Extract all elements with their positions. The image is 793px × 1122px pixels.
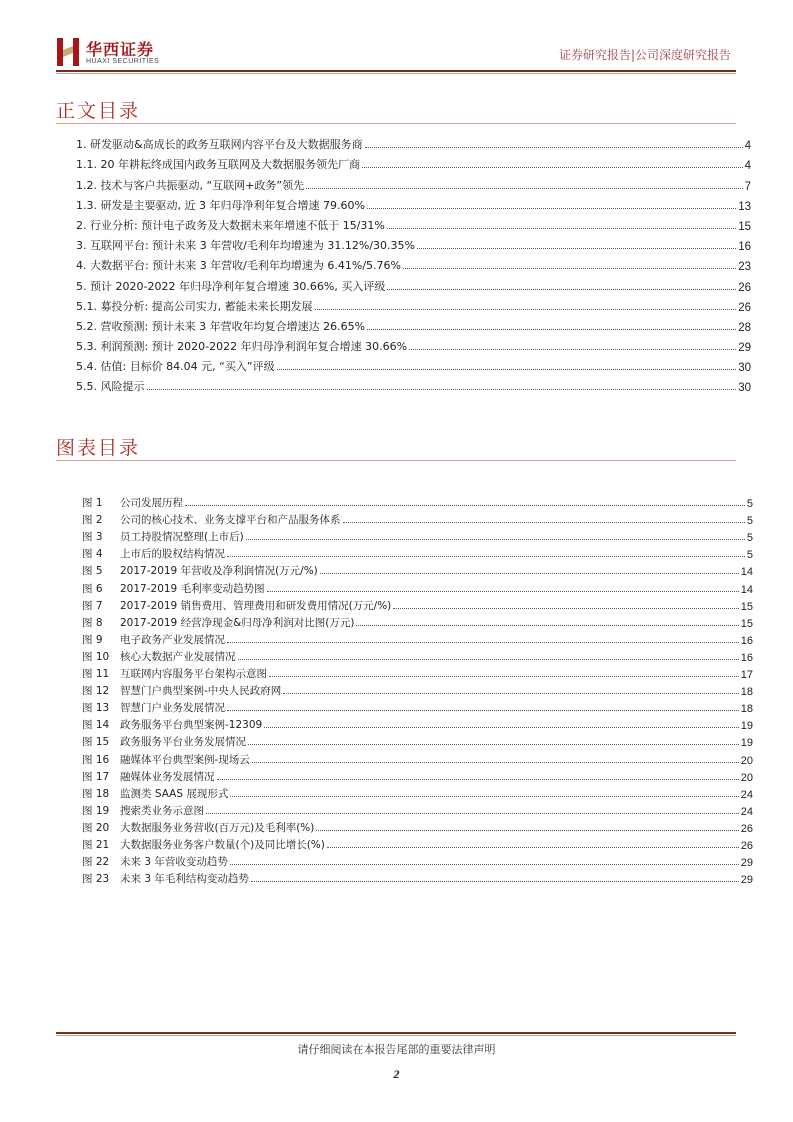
figure-title: 大数据服务业务营收(百万元)及毛利率(%) bbox=[120, 821, 315, 834]
page-header bbox=[0, 0, 793, 80]
figure-title: 2017-2019 经营净现金&归母净利润对比图(万元) bbox=[120, 616, 355, 629]
figure-page: 17 bbox=[740, 669, 753, 682]
toc-entry-page: 4 bbox=[744, 140, 751, 153]
figure-page: 16 bbox=[740, 634, 753, 647]
dot-leader bbox=[230, 796, 738, 797]
toc-entry-page: 29 bbox=[738, 342, 751, 355]
toc-entry-title: 1.1. 20 年耕耘终成国内政务互联网及大数据服务领先厂商 bbox=[76, 158, 360, 172]
figures-heading-rule bbox=[56, 460, 736, 461]
toc-entry[interactable] bbox=[76, 314, 751, 334]
toc-entry-title: 5.3. 利润预测: 预计 2020-2022 年归母净利润年复合增速 30.66% bbox=[76, 340, 408, 354]
toc-entry[interactable] bbox=[76, 152, 751, 172]
toc-entry-title: 5.4. 估值: 目标价 84.04 元, “买入”评级 bbox=[76, 360, 275, 374]
dot-leader bbox=[362, 167, 743, 168]
toc-entry-title: 1. 研发驱动&高成长的政务互联网内容平台及大数据服务商 bbox=[76, 138, 363, 152]
dot-leader bbox=[393, 608, 738, 609]
figure-title: 智慧门户业务发展情况 bbox=[120, 702, 225, 715]
figure-page: 29 bbox=[740, 857, 753, 870]
figure-label: 图 21 bbox=[82, 838, 110, 851]
figure-title: 核心大数据产业发展情况 bbox=[120, 650, 236, 663]
dot-leader bbox=[365, 147, 743, 148]
dot-leader bbox=[327, 847, 739, 848]
toc-entry-page: 26 bbox=[738, 281, 751, 294]
figure-entry[interactable] bbox=[82, 784, 753, 801]
figure-entry[interactable] bbox=[82, 510, 753, 527]
figure-entry[interactable] bbox=[82, 801, 753, 818]
figure-title: 2017-2019 销售费用、管理费用和研发费用情况(万元/%) bbox=[120, 599, 392, 612]
toc-entry-page: 26 bbox=[738, 301, 751, 314]
figure-entry[interactable] bbox=[82, 664, 753, 681]
dot-leader bbox=[387, 228, 736, 229]
company-logo bbox=[56, 36, 186, 72]
dot-leader bbox=[343, 522, 745, 523]
dot-leader bbox=[248, 744, 739, 745]
figure-title: 政务服务平台业务发展情况 bbox=[120, 736, 246, 749]
dot-leader bbox=[283, 693, 738, 694]
figure-label: 图 19 bbox=[82, 804, 110, 817]
figure-page: 5 bbox=[746, 498, 753, 511]
footer-divider-accent bbox=[56, 1035, 736, 1036]
toc-entry[interactable] bbox=[76, 294, 751, 314]
figure-label: 图 16 bbox=[82, 753, 110, 766]
figure-label: 图 6 bbox=[82, 582, 103, 595]
figure-title: 上市后的股权结构情况 bbox=[120, 548, 225, 561]
toc-entry-page: 13 bbox=[738, 200, 751, 213]
toc-entry-page: 7 bbox=[744, 180, 751, 193]
dot-leader bbox=[227, 642, 739, 643]
figure-label: 图 7 bbox=[82, 599, 103, 612]
figure-page: 16 bbox=[740, 651, 753, 664]
dot-leader bbox=[246, 539, 745, 540]
logo-english-name: HUAXI SECURITIES bbox=[86, 58, 160, 65]
dot-leader bbox=[267, 591, 739, 592]
figure-label: 图 12 bbox=[82, 685, 110, 698]
figure-title: 未来 3 年毛利结构变动趋势 bbox=[120, 873, 249, 886]
header-divider bbox=[56, 70, 736, 72]
figure-page: 5 bbox=[746, 549, 753, 562]
dot-leader bbox=[227, 556, 745, 557]
toc-entry[interactable] bbox=[76, 132, 751, 152]
figure-entry[interactable] bbox=[82, 493, 753, 510]
figure-label: 图 4 bbox=[82, 548, 103, 561]
footer-divider bbox=[56, 1032, 736, 1034]
figure-title: 大数据服务业务客户数量(个)及同比增长(%) bbox=[120, 838, 325, 851]
figure-page: 18 bbox=[740, 703, 753, 716]
report-type: 证券研究报告|公司深度研究报告 bbox=[558, 48, 731, 62]
figure-label: 图 23 bbox=[82, 873, 110, 886]
figure-label: 图 13 bbox=[82, 702, 110, 715]
dot-leader bbox=[367, 208, 736, 209]
figure-entry[interactable] bbox=[82, 732, 753, 749]
figure-page: 5 bbox=[746, 532, 753, 545]
figure-entry[interactable] bbox=[82, 527, 753, 544]
dot-leader bbox=[306, 188, 743, 189]
toc-entry-title: 5.5. 风险提示 bbox=[76, 380, 145, 394]
figure-entry[interactable] bbox=[82, 561, 753, 578]
dot-leader bbox=[252, 762, 739, 763]
figure-entry[interactable] bbox=[82, 596, 753, 613]
toc-entry[interactable] bbox=[76, 172, 751, 192]
figure-label: 图 20 bbox=[82, 821, 110, 834]
dot-leader bbox=[217, 779, 739, 780]
figure-entry[interactable] bbox=[82, 681, 753, 698]
figure-page: 19 bbox=[740, 720, 753, 733]
toc-entry-page: 15 bbox=[738, 220, 751, 233]
figure-entry[interactable] bbox=[82, 835, 753, 852]
figure-page: 20 bbox=[740, 771, 753, 784]
huaxi-logo-icon bbox=[56, 36, 80, 68]
dot-leader bbox=[417, 248, 736, 249]
header-divider-accent bbox=[56, 73, 736, 74]
toc-entry[interactable] bbox=[76, 354, 751, 374]
dot-leader bbox=[147, 389, 737, 390]
figure-page: 24 bbox=[740, 788, 753, 801]
dot-leader bbox=[320, 573, 739, 574]
figure-label: 图 22 bbox=[82, 856, 110, 869]
figure-page: 15 bbox=[740, 617, 753, 630]
toc-entry-title: 2. 行业分析: 预计电子政务及大数据未来年增速不低于 15/31% bbox=[76, 218, 385, 232]
figure-label: 图 15 bbox=[82, 736, 110, 749]
figure-page: 5 bbox=[746, 515, 753, 528]
figure-title: 2017-2019 年营收及净利润情况(万元/%) bbox=[120, 565, 318, 578]
figure-page: 24 bbox=[740, 805, 753, 818]
figure-label: 图 3 bbox=[82, 531, 103, 544]
toc-entry-title: 5. 预计 2020-2022 年归母净利年复合增速 30.66%, 买入评级 bbox=[76, 279, 386, 293]
toc-entry-title: 3. 互联网平台: 预计未来 3 年营收/毛利年均增速为 31.12%/30.35% bbox=[76, 239, 415, 253]
figure-entry[interactable] bbox=[82, 852, 753, 869]
dot-leader bbox=[238, 659, 739, 660]
figures-list bbox=[82, 493, 753, 886]
figure-title: 公司发展历程 bbox=[120, 497, 183, 510]
toc-entry-page: 23 bbox=[738, 261, 751, 274]
figure-page: 20 bbox=[740, 754, 753, 767]
dot-leader bbox=[387, 289, 736, 290]
figure-title: 2017-2019 毛利率变动趋势图 bbox=[120, 582, 265, 595]
figure-page: 19 bbox=[740, 737, 753, 750]
figure-entry[interactable] bbox=[82, 749, 753, 766]
toc-entry-title: 1.3. 研发是主要驱动, 近 3 年归母净利年复合增速 79.60% bbox=[76, 198, 365, 212]
figure-title: 融媒体平台典型案例-现场云 bbox=[120, 753, 250, 766]
figure-title: 监测类 SAAS 展现形式 bbox=[120, 787, 229, 800]
figure-label: 图 8 bbox=[82, 616, 103, 629]
toc-entry[interactable] bbox=[76, 213, 751, 233]
dot-leader bbox=[367, 329, 736, 330]
dot-leader bbox=[315, 309, 737, 310]
figure-page: 15 bbox=[740, 600, 753, 613]
dot-leader bbox=[206, 813, 739, 814]
figure-page: 14 bbox=[740, 583, 753, 596]
figure-label: 图 14 bbox=[82, 719, 110, 732]
toc-entry-page: 28 bbox=[738, 321, 751, 334]
figure-title: 政务服务平台典型案例-12309 bbox=[120, 719, 263, 732]
figure-title: 搜索类业务示意图 bbox=[120, 804, 204, 817]
dot-leader bbox=[409, 349, 736, 350]
figure-title: 互联网内容服务平台架构示意图 bbox=[120, 668, 267, 681]
figure-title: 智慧门户典型案例-中央人民政府网 bbox=[120, 685, 282, 698]
figure-title: 公司的核心技术、业务支撑平台和产品服务体系 bbox=[120, 514, 341, 527]
dot-leader bbox=[403, 268, 736, 269]
figure-entry[interactable] bbox=[82, 715, 753, 732]
dot-leader bbox=[264, 727, 739, 728]
figure-label: 图 1 bbox=[82, 497, 103, 510]
figure-entry[interactable] bbox=[82, 630, 753, 647]
toc-entry[interactable] bbox=[76, 334, 751, 354]
dot-leader bbox=[277, 369, 737, 370]
page-number: 2 bbox=[393, 1067, 400, 1081]
toc-entry[interactable] bbox=[76, 374, 751, 394]
dot-leader bbox=[230, 864, 739, 865]
toc-entry-title: 5.2. 营收预测: 预计未来 3 年营收年均复合增速达 26.65% bbox=[76, 319, 366, 333]
figure-label: 图 17 bbox=[82, 770, 110, 783]
figure-label: 图 5 bbox=[82, 565, 103, 578]
toc-list bbox=[76, 132, 751, 394]
toc-entry[interactable] bbox=[76, 193, 751, 213]
toc-entry-page: 30 bbox=[738, 362, 751, 375]
figure-label: 图 2 bbox=[82, 514, 103, 527]
dot-leader bbox=[356, 625, 738, 626]
figure-page: 18 bbox=[740, 686, 753, 699]
toc-heading-rule bbox=[56, 123, 736, 124]
figure-label: 图 18 bbox=[82, 787, 110, 800]
dot-leader bbox=[251, 881, 739, 882]
figure-title: 员工持股情况整理(上市后) bbox=[120, 531, 244, 544]
figure-title: 未来 3 年营收变动趋势 bbox=[120, 856, 228, 869]
figure-label: 图 10 bbox=[82, 650, 110, 663]
dot-leader bbox=[185, 505, 745, 506]
toc-entry[interactable] bbox=[76, 233, 751, 253]
legal-notice: 请仔细阅读在本报告尾部的重要法律声明 bbox=[297, 1043, 496, 1056]
toc-heading: 正文目录 bbox=[56, 100, 141, 122]
figure-entry[interactable] bbox=[82, 869, 753, 886]
dot-leader bbox=[316, 830, 738, 831]
figures-heading: 图表目录 bbox=[56, 437, 141, 459]
figure-entry[interactable] bbox=[82, 578, 753, 595]
figure-label: 图 11 bbox=[82, 668, 110, 681]
toc-entry-title: 1.2. 技术与客户共振驱动, “互联网+政务”领先 bbox=[76, 178, 305, 192]
figure-page: 26 bbox=[740, 839, 753, 852]
figure-entry[interactable] bbox=[82, 647, 753, 664]
toc-entry-title: 5.1. 募投分析: 提高公司实力, 蓄能未来长期发展 bbox=[76, 299, 313, 313]
toc-entry-page: 16 bbox=[738, 241, 751, 254]
toc-entry[interactable] bbox=[76, 273, 751, 293]
toc-entry-title: 4. 大数据平台: 预计未来 3 年营收/毛利年均增速为 6.41%/5.76% bbox=[76, 259, 401, 273]
figure-title: 融媒体业务发展情况 bbox=[120, 770, 215, 783]
figure-entry[interactable] bbox=[82, 698, 753, 715]
figure-page: 26 bbox=[740, 822, 753, 835]
logo-chinese-name: 华西证券 bbox=[86, 40, 155, 59]
dot-leader bbox=[269, 676, 739, 677]
figure-page: 14 bbox=[740, 566, 753, 579]
toc-entry-page: 30 bbox=[738, 382, 751, 395]
figure-page: 29 bbox=[740, 874, 753, 887]
toc-entry[interactable] bbox=[76, 253, 751, 273]
figure-entry[interactable] bbox=[82, 613, 753, 630]
figure-entry[interactable] bbox=[82, 767, 753, 784]
figure-entry[interactable] bbox=[82, 818, 753, 835]
figure-title: 电子政务产业发展情况 bbox=[120, 633, 225, 646]
dot-leader bbox=[227, 710, 739, 711]
toc-entry-page: 4 bbox=[744, 160, 751, 173]
figure-entry[interactable] bbox=[82, 544, 753, 561]
figure-label: 图 9 bbox=[82, 633, 103, 646]
